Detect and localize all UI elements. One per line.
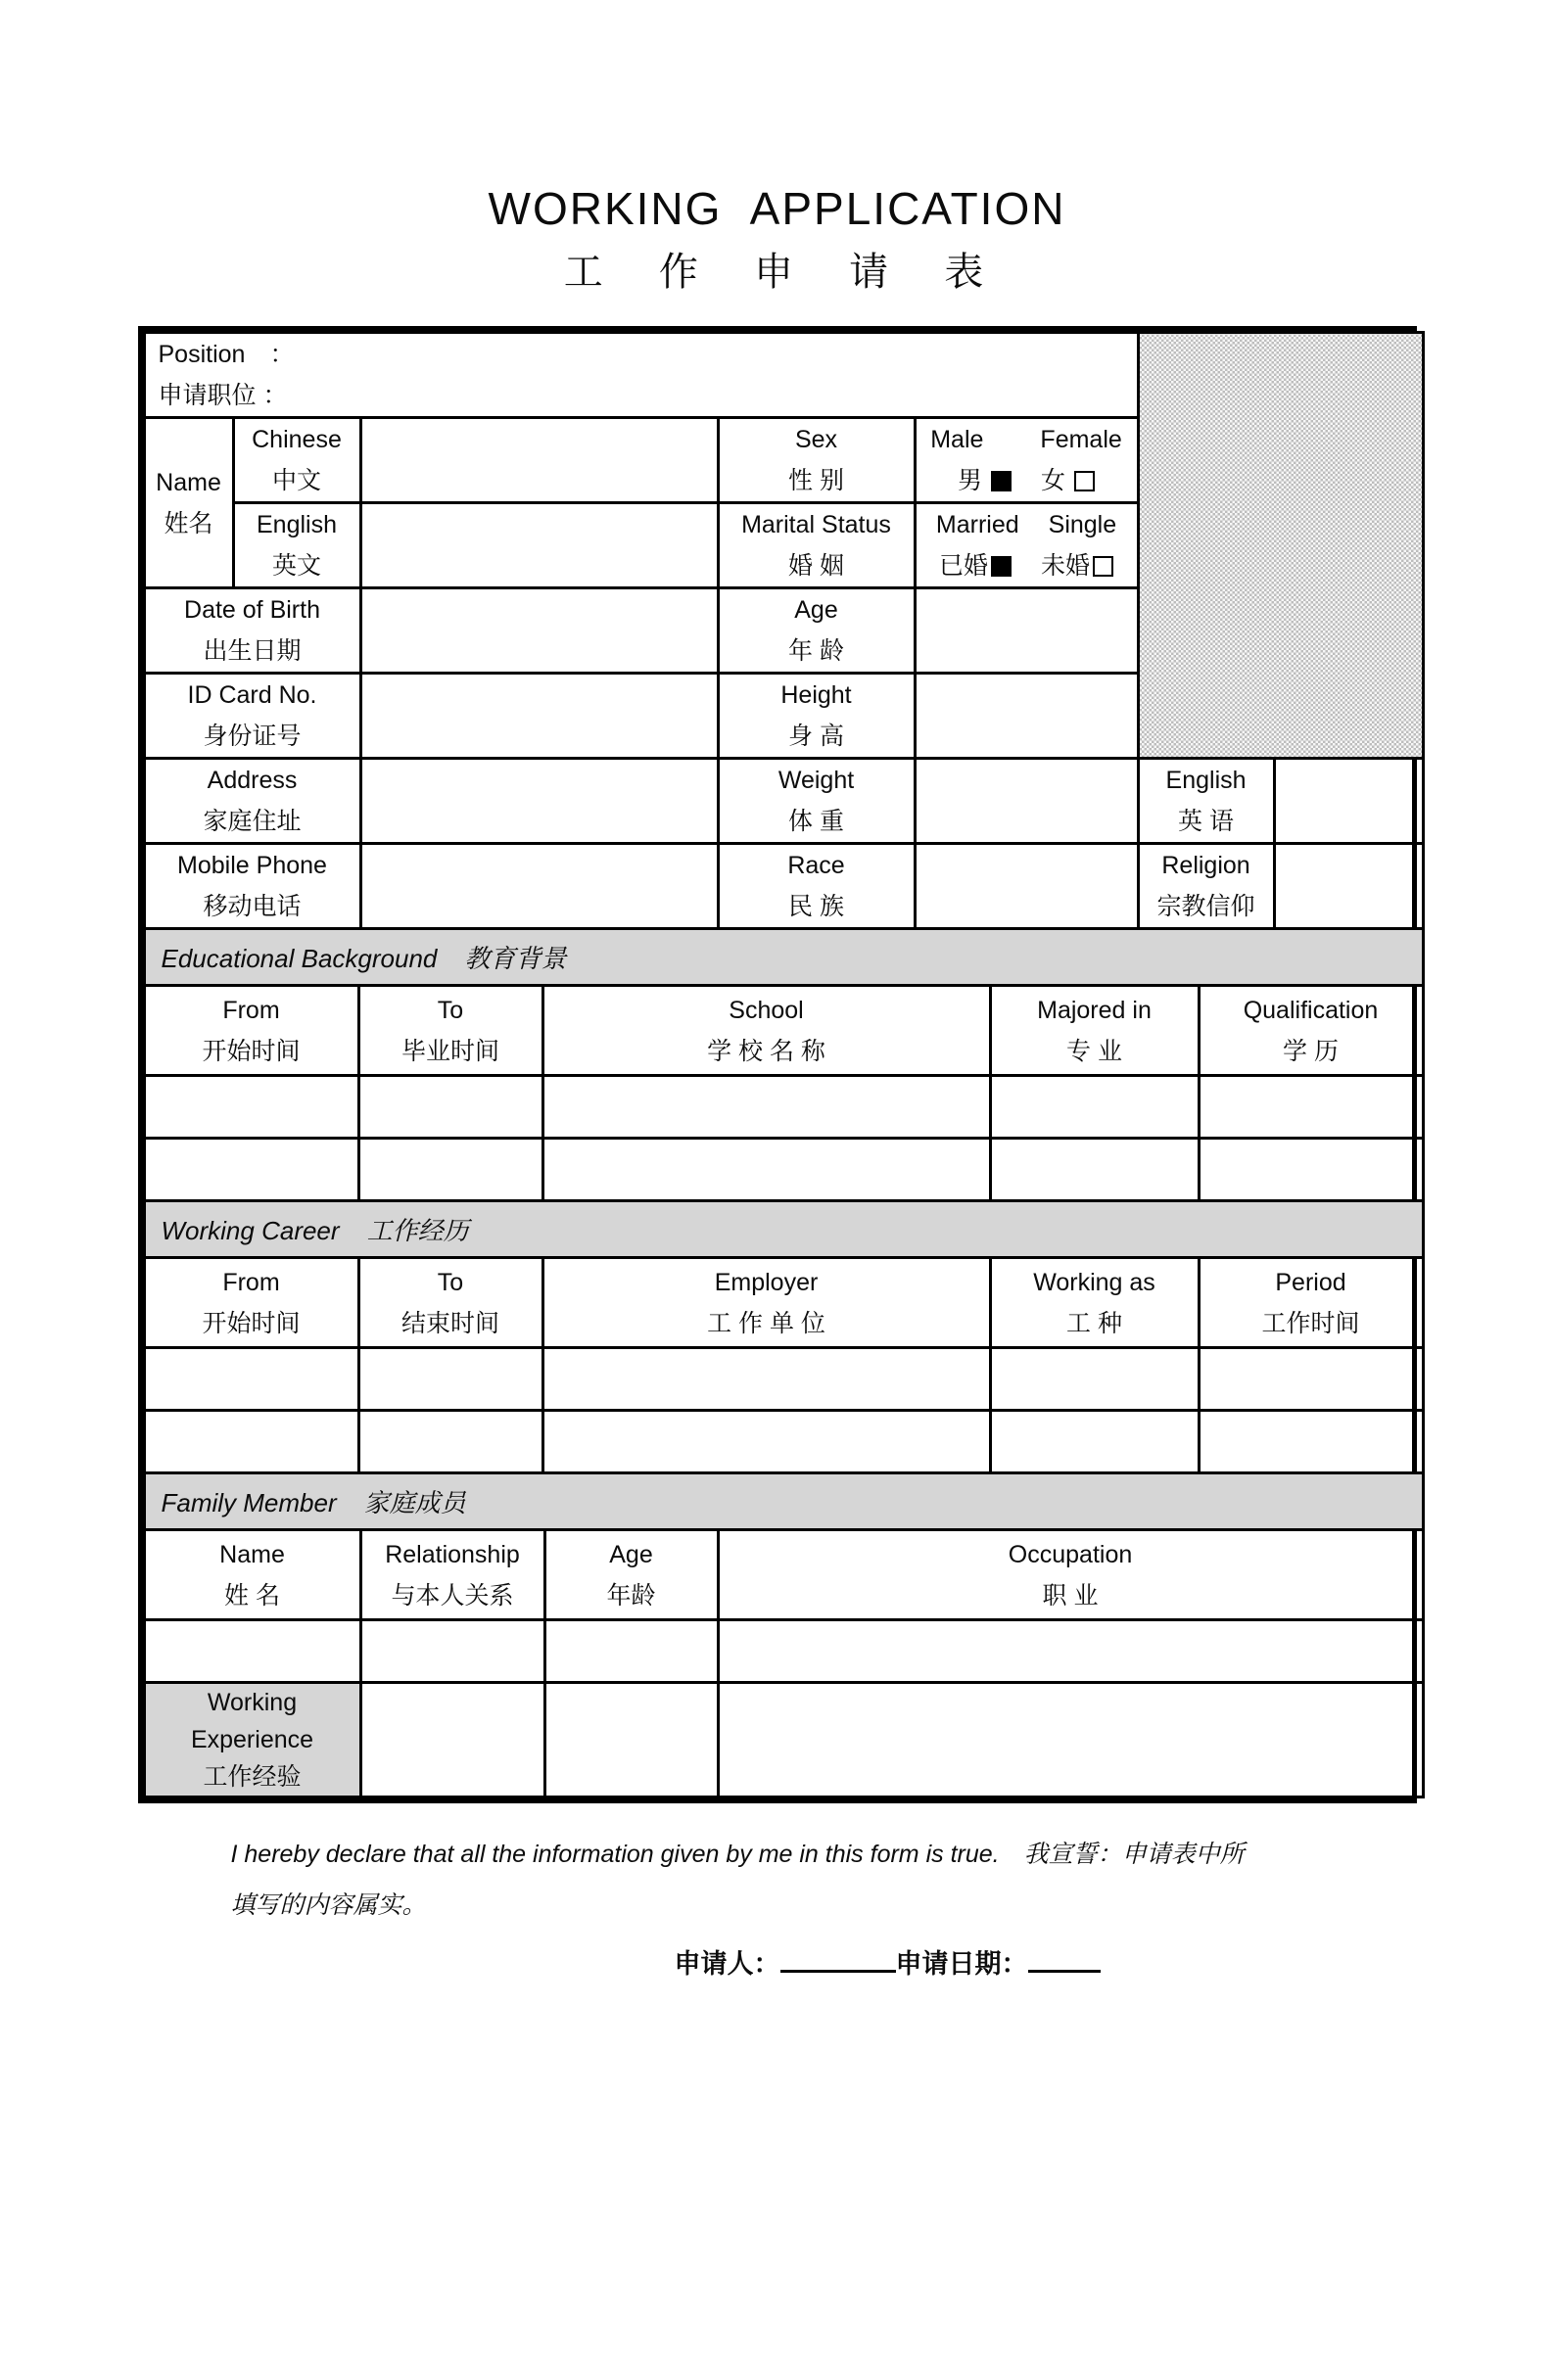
career-col-period: Period 工作时间 [1199,1258,1423,1348]
career-row1-working-as-input[interactable] [990,1348,1199,1411]
female-option[interactable] [1041,460,1095,501]
page-title: WORKING APPLICATION [488,183,1066,234]
edu-row1-qualification-input[interactable] [1199,1076,1423,1139]
family-table [143,1471,1425,1798]
date-label: 申请日期： [895,1949,1028,1979]
family-col-age: Age 年龄 [544,1530,718,1620]
dob-input[interactable] [360,588,718,674]
race-input[interactable] [915,844,1138,929]
career-row1-to-input[interactable] [358,1348,542,1411]
family-header-zh: 家庭成员 [363,1488,466,1517]
education-header-zh: 教育背景 [464,944,567,973]
marital-options-cell [915,503,1138,588]
declaration-text [138,1829,1417,1931]
application-form [138,326,1417,1803]
edu-row2-from-input[interactable] [144,1139,358,1201]
applicant-label: 申请人： [674,1949,780,1979]
family-col-relationship: Relationship 与本人关系 [360,1530,544,1620]
married-checkbox[interactable] [991,556,1012,577]
career-row1-from-input[interactable] [144,1348,358,1411]
edu-row2-qualification-input[interactable] [1199,1139,1423,1201]
religion-label: Religion 宗教信仰 [1138,844,1274,929]
career-header-en: Working Career [161,1216,340,1245]
id-card-input[interactable] [360,674,718,759]
male-option[interactable] [958,460,1012,501]
education-section-header [144,929,1423,986]
height-input[interactable] [915,674,1138,759]
position-label-en: Position ： [158,341,295,368]
weight-input[interactable] [915,759,1138,844]
family-row1-occupation-input[interactable] [718,1620,1423,1683]
female-option-zh: 女 [1041,467,1066,494]
photo-area[interactable] [1138,333,1423,759]
female-option-label: Female [1040,426,1122,453]
career-row2-working-as-input[interactable] [990,1411,1199,1473]
page-subtitle: 工 作 申 请 表 [563,251,991,294]
edu-row1-from-input[interactable] [144,1076,358,1139]
working-experience-input-3[interactable] [718,1683,1423,1797]
edu-row2-major-input[interactable] [990,1139,1199,1201]
marital-status-label: Marital Status 婚 姻 [718,503,915,588]
career-col-employer: Employer 工 作 单 位 [542,1258,990,1348]
address-label: Address 家庭住址 [144,759,360,844]
career-col-working-as: Working as 工 种 [990,1258,1199,1348]
career-col-to: To 结束时间 [358,1258,542,1348]
working-experience-input-1[interactable] [360,1683,544,1797]
applicant-signature-line[interactable] [780,1945,896,1973]
weight-label: Weight 体 重 [718,759,915,844]
career-row2-period-input[interactable] [1199,1411,1423,1473]
religion-input[interactable] [1274,844,1423,929]
english-level-input[interactable] [1274,759,1423,844]
edu-row2-to-input[interactable] [358,1139,542,1201]
working-experience-input-2[interactable] [544,1683,718,1797]
career-section-header [144,1201,1423,1258]
signature-row [138,1942,1417,1981]
edu-col-to: To 毕业时间 [358,986,542,1076]
address-input[interactable] [360,759,718,844]
male-option-label: Male [930,426,984,453]
career-table [143,1199,1425,1474]
dob-label: Date of Birth 出生日期 [144,588,360,674]
mobile-label: Mobile Phone 移动电话 [144,844,360,929]
female-checkbox[interactable] [1074,471,1095,491]
edu-row1-major-input[interactable] [990,1076,1199,1139]
married-option-label: Married [935,511,1019,538]
id-card-label: ID Card No. 身份证号 [144,674,360,759]
male-checkbox[interactable] [991,471,1012,491]
height-label: Height 身 高 [718,674,915,759]
single-option-zh: 未婚 [1041,552,1091,580]
english-name-input[interactable] [360,503,718,588]
age-input[interactable] [915,588,1138,674]
declaration-line-1: I hereby declare that all the information given by me in this form is true. 我宣誓：申请表中所 [230,1841,1245,1868]
edu-col-from: From 开始时间 [144,986,358,1076]
married-option-zh: 已婚 [939,552,989,580]
career-row2-from-input[interactable] [144,1411,358,1473]
married-option[interactable] [939,545,1012,586]
chinese-name-label: Chinese 中文 [233,418,360,503]
edu-row1-to-input[interactable] [358,1076,542,1139]
edu-col-major: Majored in 专 业 [990,986,1199,1076]
position-field[interactable] [144,333,1138,418]
position-label-zh: 申请职位 ： [158,382,288,409]
family-col-occupation: Occupation 职 业 [718,1530,1423,1620]
education-table [143,927,1425,1202]
mobile-input[interactable] [360,844,718,929]
date-line[interactable] [1028,1945,1101,1973]
family-section-header [144,1473,1423,1530]
english-level-label: English 英 语 [1138,759,1274,844]
edu-col-school: School 学 校 名 称 [542,986,990,1076]
english-name-label: English 英文 [233,503,360,588]
family-row1-name-input[interactable] [144,1620,360,1683]
career-row2-employer-input[interactable] [542,1411,990,1473]
male-option-zh: 男 [958,467,983,494]
family-col-name: Name 姓 名 [144,1530,360,1620]
career-header-zh: 工作经历 [366,1216,469,1245]
sex-label: Sex 性 别 [718,418,915,503]
name-label: Name 姓名 [144,418,233,588]
edu-row1-school-input[interactable] [542,1076,990,1139]
career-row2-to-input[interactable] [358,1411,542,1473]
age-label: Age 年 龄 [718,588,915,674]
chinese-name-input[interactable] [360,418,718,503]
family-row1-relationship-input[interactable] [360,1620,544,1683]
working-experience-label: Working Experience 工作经验 [144,1683,360,1797]
personal-info-table [143,331,1425,930]
family-row1-age-input[interactable] [544,1620,718,1683]
edu-col-qualification: Qualification 学 历 [1199,986,1423,1076]
single-option-label: Single [1048,511,1117,538]
family-header-en: Family Member [161,1488,337,1517]
single-option[interactable] [1041,545,1113,586]
career-row1-employer-input[interactable] [542,1348,990,1411]
education-header-en: Educational Background [161,944,438,973]
career-row1-period-input[interactable] [1199,1348,1423,1411]
single-checkbox[interactable] [1093,556,1113,577]
sex-options-cell [915,418,1138,503]
race-label: Race 民 族 [718,844,915,929]
career-col-from: From 开始时间 [144,1258,358,1348]
declaration-line-2: 填写的内容属实。 [230,1891,427,1919]
edu-row2-school-input[interactable] [542,1139,990,1201]
